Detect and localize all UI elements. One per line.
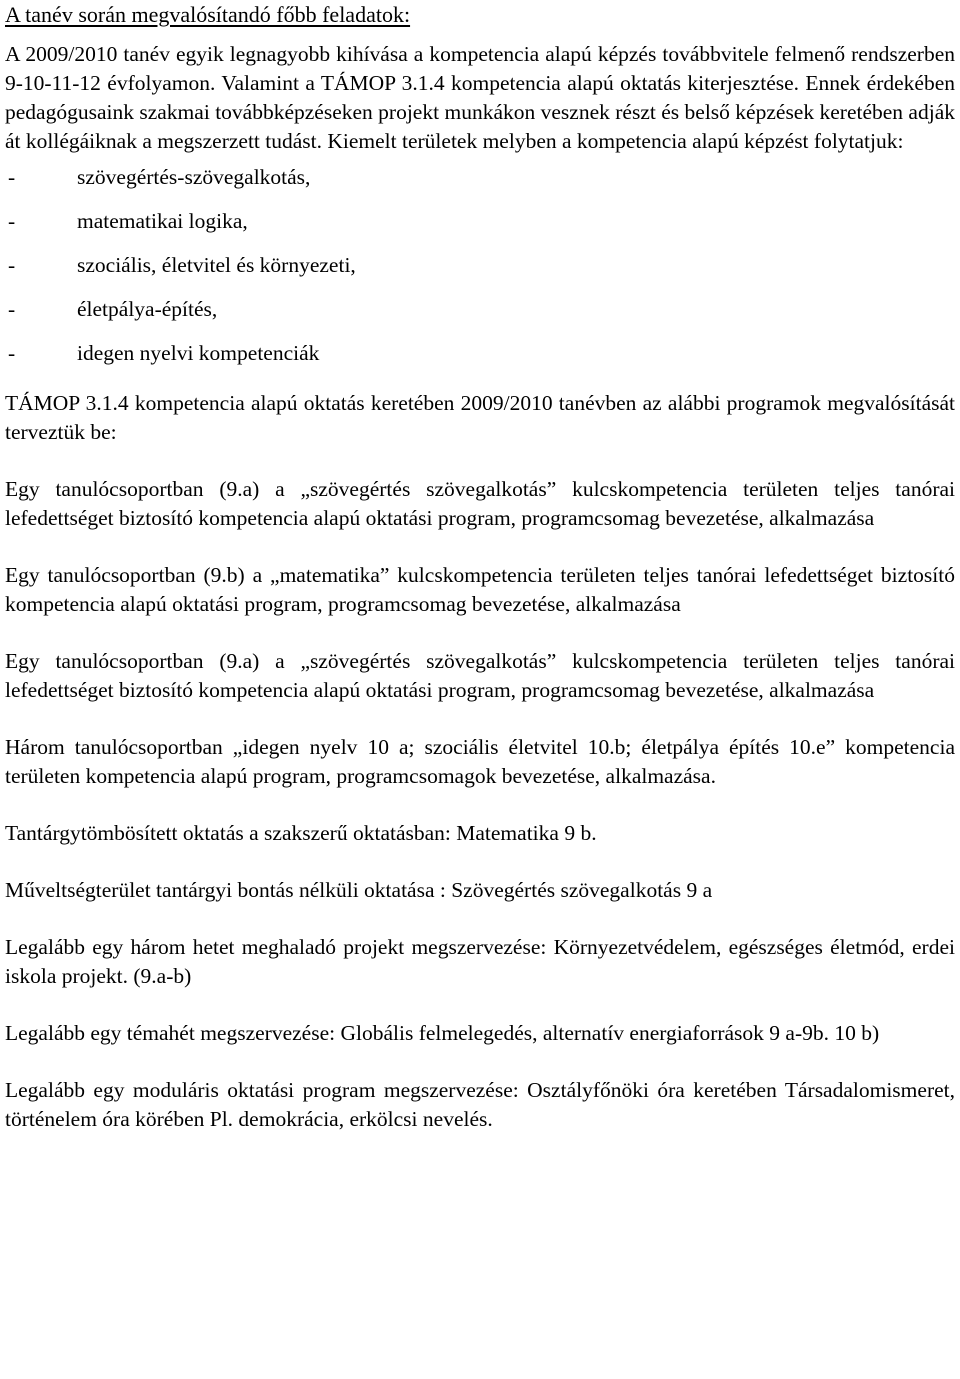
section-heading: A tanév során megvalósítandó főbb feladatok:: [5, 2, 411, 27]
list-item: [5, 251, 955, 280]
list-item-text: matematikai logika,: [77, 209, 248, 233]
program-paragraph: Legalább egy témahét megszervezése: Globális felmelegedés, alternatív energiaforrások 9 a-9b. 10 b): [5, 1021, 880, 1045]
list-dash: -: [8, 341, 16, 365]
list-dash: -: [8, 209, 16, 233]
program-paragraph: Műveltségterület tantárgyi bontás nélküli oktatása : Szövegértés szövegalkotás 9 a: [5, 878, 713, 902]
program-paragraph: Három tanulócsoportban „idegen nyelv 10 a; szociális életvitel 10.b; életpálya építés 10.e” kompetencia területen kompetencia alapú program, programcsomagok bevezetése, alkalmazása.: [5, 735, 955, 788]
program-paragraph: Egy tanulócsoportban (9.a) a „szövegértés szövegalkotás” kulcskompetencia területen teljes tanórai lefedettséget biztosító kompetencia alapú oktatási program, programcsomag bevezetése, alkalmazása: [5, 477, 955, 530]
list-item: [5, 339, 955, 368]
competency-area-list: [5, 163, 955, 368]
list-item-text: életpálya-építés,: [77, 297, 218, 321]
list-item: [5, 295, 955, 324]
program-paragraph: Egy tanulócsoportban (9.b) a „matematika” kulcskompetencia területen teljes tanórai lefedettséget biztosító kompetencia alapú oktatási program, programcsomag bevezetése, alkalmazása: [5, 563, 955, 616]
plan-intro-paragraph: TÁMOP 3.1.4 kompetencia alapú oktatás keretében 2009/2010 tanévben az alábbi programok megvalósítását terveztük be:: [5, 391, 955, 444]
list-item: [5, 207, 955, 236]
list-item-text: szociális, életvitel és környezeti,: [77, 253, 356, 277]
list-dash: -: [8, 253, 16, 277]
program-paragraph: Legalább egy három hetet meghaladó projekt megszervezése: Környezetvédelem, egészséges életmód, erdei iskola projekt. (9.a-b): [5, 935, 955, 988]
list-dash: -: [8, 165, 16, 189]
list-item-text: szövegértés-szövegalkotás,: [77, 165, 311, 189]
intro-paragraph: A 2009/2010 tanév egyik legnagyobb kihívása a kompetencia alapú képzés továbbvitele felmenő rendszerben 9-10-11-12 évfolyamon. Valamint a TÁMOP 3.1.4 kompetencia alapú oktatás kiterjesztése. Ennek érdekében pedagógusaink szakmai továbbképzéseken projekt munkákon vesznek részt és belső képzések keretében adják át kollégáiknak a megszerzett tudást. Kiemelt területek melyben a kompetencia alapú képzést folytatjuk:: [5, 42, 955, 153]
program-paragraph: Legalább egy moduláris oktatási program megszervezése: Osztályfőnöki óra keretében Társadalomismeret, történelem óra körében Pl. demokrácia, erkölcsi nevelés.: [5, 1078, 955, 1131]
program-paragraph: Tantárgytömbösített oktatás a szakszerű oktatásban: Matematika 9 b.: [5, 821, 597, 845]
list-item-text: idegen nyelvi kompetenciák: [77, 341, 320, 365]
list-dash: -: [8, 297, 16, 321]
document-page: [5, 0, 955, 1134]
program-paragraph: Egy tanulócsoportban (9.a) a „szövegértés szövegalkotás” kulcskompetencia területen teljes tanórai lefedettséget biztosító kompetencia alapú oktatási program, programcsomag bevezetése, alkalmazása: [5, 649, 955, 702]
list-item: [5, 163, 955, 192]
